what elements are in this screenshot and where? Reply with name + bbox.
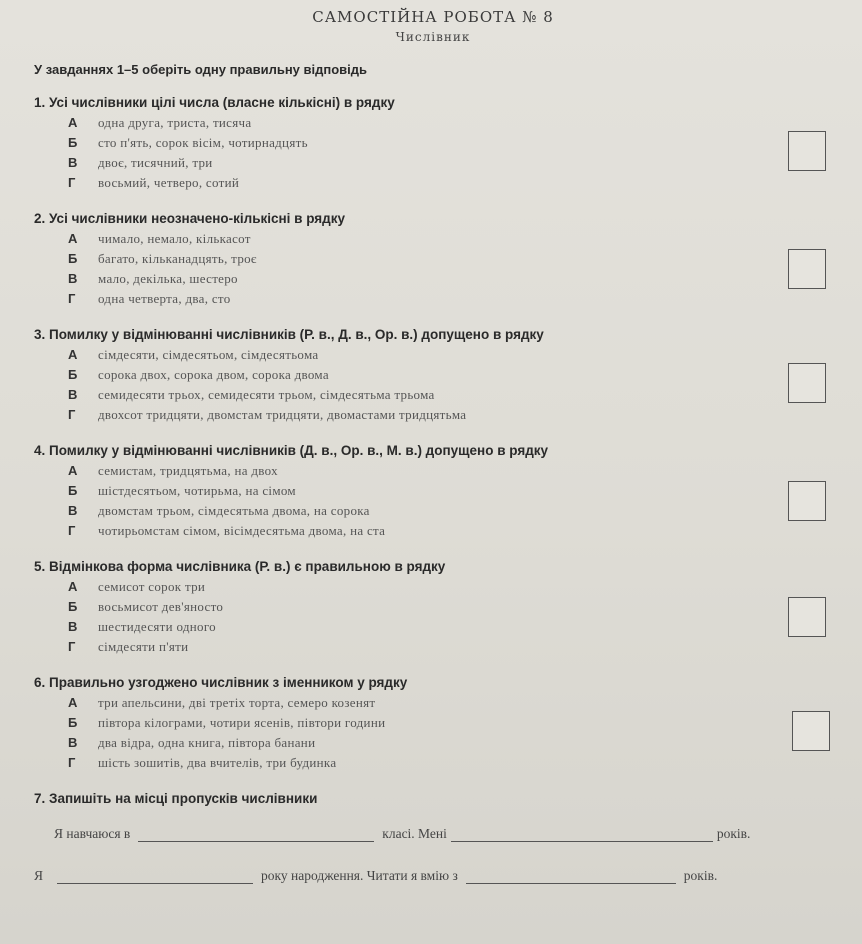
instruction: У завданнях 1–5 оберіть одну правильну відповідь — [34, 62, 368, 77]
task-6 — [34, 675, 832, 775]
option-h — [34, 175, 832, 195]
fill-text: Я навчаюся в — [54, 826, 131, 841]
option-text: семисот сорок три — [98, 579, 206, 594]
option-text: семистам, тридцятьма, на двох — [98, 463, 278, 478]
option-letter: А — [68, 463, 78, 478]
option-text: півтора кілограми, чотири ясенів, півтори години — [98, 715, 386, 730]
option-text: чотирьомстам сімом, вісімдесятьма двома, на ста — [98, 523, 386, 538]
task-4 — [34, 443, 832, 543]
option-text: двоє, тисячний, три — [98, 155, 213, 170]
option-letter: Б — [68, 599, 78, 614]
option-h — [34, 523, 832, 543]
task-2 — [34, 211, 832, 311]
option-v — [34, 387, 832, 407]
fill-line-1 — [34, 814, 832, 842]
option-text: одна друга, триста, тисяча — [98, 115, 252, 130]
option-letter: Г — [68, 755, 76, 770]
option-text: шестидесяти одного — [98, 619, 216, 634]
option-letter: Б — [68, 715, 78, 730]
option-v — [34, 619, 832, 639]
task-question: 4. Помилку у відмінюванні числівників (Д. в., Ор. в., М. в.) допущено в рядку — [34, 443, 549, 458]
option-letter: Г — [68, 639, 76, 654]
option-b — [34, 135, 832, 155]
option-v — [34, 503, 832, 523]
option-letter: В — [68, 503, 78, 518]
option-a — [34, 579, 832, 599]
option-text: сімдесяти, сімдесятьом, сімдесятьома — [98, 347, 319, 362]
option-b — [34, 599, 832, 619]
option-text: сто п'ять, сорок вісім, чотирнадцять — [98, 135, 308, 150]
option-letter: А — [68, 695, 78, 710]
option-letter: Б — [68, 367, 78, 382]
option-text: восьмисот дев'яносто — [98, 599, 224, 614]
task-question: 5. Відмінкова форма числівника (Р. в.) є правильною в рядку — [34, 559, 446, 574]
task-question: 7. Запишіть на місці пропусків числівники — [34, 791, 318, 806]
option-letter: Б — [68, 483, 78, 498]
blank-reading-age[interactable] — [466, 867, 676, 884]
option-text: двомстам трьом, сімдесятьма двома, на сорока — [98, 503, 370, 518]
fill-text: класі. Мені — [382, 826, 447, 841]
task-question: 6. Правильно узгоджено числівник з іменником у рядку — [34, 675, 408, 690]
fill-line-2 — [34, 856, 832, 884]
option-v — [34, 271, 832, 291]
option-letter: В — [68, 619, 78, 634]
option-text: двохсот тридцяти, двомстам тридцяти, двомастами тридцятьма — [98, 407, 467, 422]
option-h — [34, 291, 832, 311]
option-text: сорока двох, сорока двом, сорока двома — [98, 367, 329, 382]
option-b — [34, 715, 832, 735]
task-5 — [34, 559, 832, 659]
option-letter: В — [68, 735, 78, 750]
blank-age[interactable] — [451, 825, 713, 842]
option-letter: Г — [68, 407, 76, 422]
option-letter: Б — [68, 135, 78, 150]
fill-text: років. — [716, 826, 751, 841]
task-question: 2. Усі числівники неозначено-кількісні в рядку — [34, 211, 345, 226]
option-b — [34, 367, 832, 387]
answer-box[interactable] — [788, 249, 826, 289]
answer-box[interactable] — [788, 597, 826, 637]
option-letter: А — [68, 579, 78, 594]
option-h — [34, 639, 832, 659]
option-text: шістдесятьом, чотирьма, на сімом — [98, 483, 296, 498]
option-letter: В — [68, 155, 78, 170]
option-b — [34, 251, 832, 271]
answer-box[interactable] — [788, 363, 826, 403]
task-7 — [34, 791, 832, 884]
option-a — [34, 115, 832, 135]
task-1 — [34, 95, 832, 195]
option-letter: А — [68, 231, 78, 246]
task-question: 1. Усі числівники цілі числа (власне кількісні) в рядку — [34, 95, 395, 110]
option-text: шість зошитів, два вчителів, три будинка — [98, 755, 337, 770]
option-letter: В — [68, 271, 78, 286]
option-a — [34, 231, 832, 251]
option-b — [34, 483, 832, 503]
option-text: семидесяти трьох, семидесяти трьом, сімдесятьма трьома — [98, 387, 435, 402]
blank-birth-year[interactable] — [57, 867, 253, 884]
option-text: три апельсини, дві третіх торта, семеро козенят — [98, 695, 376, 710]
option-a — [34, 347, 832, 367]
fill-in-section — [34, 814, 832, 884]
option-text: чимало, немало, кількасот — [98, 231, 251, 246]
option-v — [34, 735, 832, 755]
task-3 — [34, 327, 832, 427]
page-subtitle: Числівник — [395, 30, 471, 44]
page-title: САМОСТІЙНА РОБОТА № 8 — [312, 8, 554, 26]
fill-text: року народження. Читати я вмію з — [261, 868, 458, 883]
option-a — [34, 463, 832, 483]
answer-box[interactable] — [788, 481, 826, 521]
fill-text: років. — [683, 868, 718, 883]
blank-class-number[interactable] — [138, 825, 374, 842]
answer-box[interactable] — [788, 131, 826, 171]
option-letter: Г — [68, 523, 76, 538]
option-a — [34, 695, 832, 715]
option-letter: А — [68, 115, 78, 130]
option-letter: В — [68, 387, 78, 402]
option-letter: Г — [68, 175, 76, 190]
option-v — [34, 155, 832, 175]
option-letter: А — [68, 347, 78, 362]
option-text: два відра, одна книга, півтора банани — [98, 735, 316, 750]
option-text: мало, декілька, шестеро — [98, 271, 238, 286]
option-h — [34, 755, 832, 775]
option-text: сімдесяти п'яти — [98, 639, 189, 654]
answer-box[interactable] — [792, 711, 830, 751]
option-letter: Г — [68, 291, 76, 306]
option-h — [34, 407, 832, 427]
option-text: багато, кільканадцять, троє — [98, 251, 257, 266]
fill-text: Я — [34, 868, 44, 883]
option-text: одна четверта, два, сто — [98, 291, 231, 306]
task-question: 3. Помилку у відмінюванні числівників (Р. в., Д. в., Ор. в.) допущено в рядку — [34, 327, 544, 342]
option-letter: Б — [68, 251, 78, 266]
option-text: восьмий, четверо, сотий — [98, 175, 240, 190]
